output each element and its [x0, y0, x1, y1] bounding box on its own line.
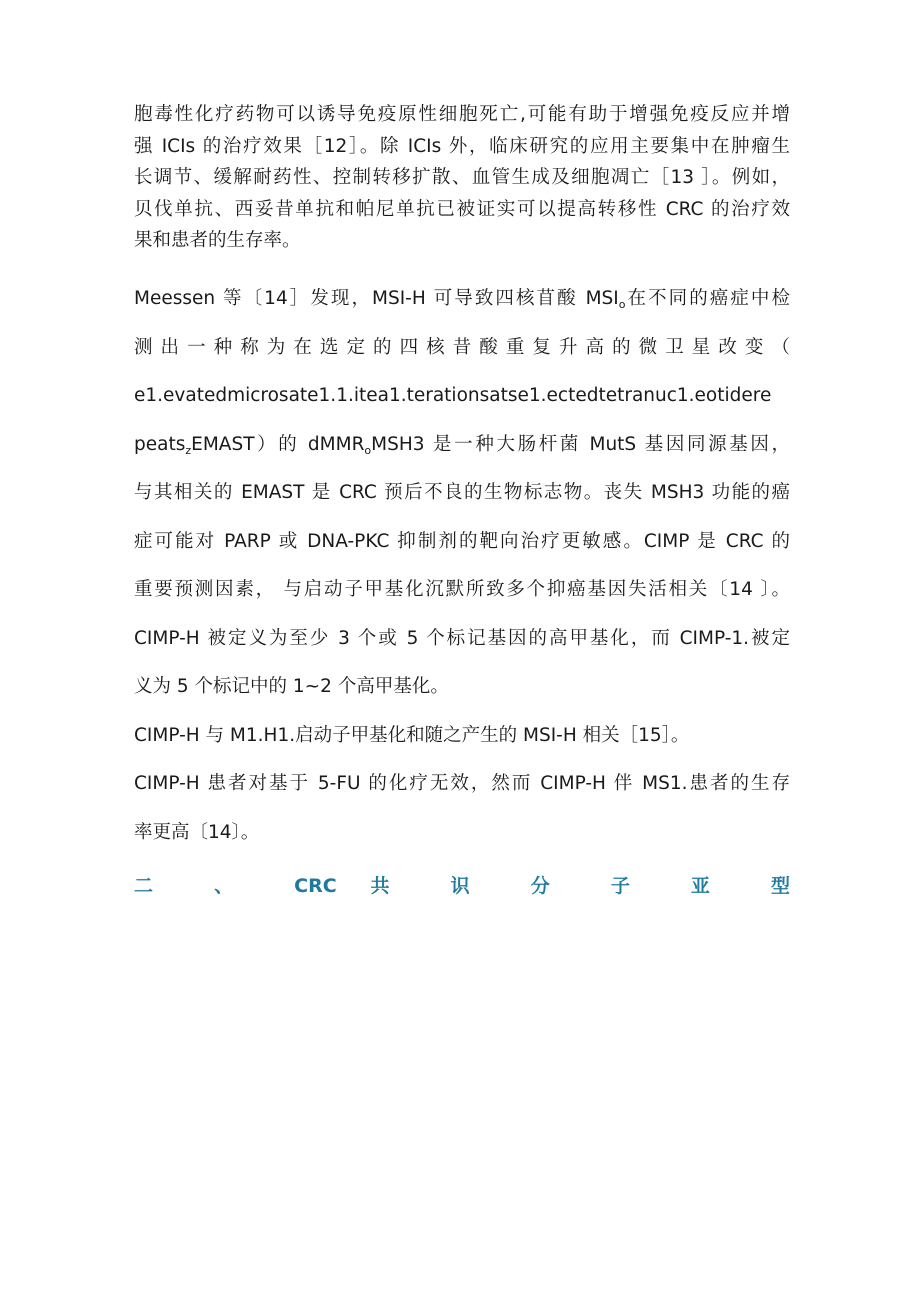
subscript-run: o: [364, 443, 372, 457]
text-line: 贝伐单抗、西妥昔单抗和帕尼单抗已被证实可以提高转移性 CRC 的治疗效: [134, 198, 790, 220]
paragraph-chemotherapy-immunity: [134, 99, 790, 257]
text-line: 强 ICIs 的治疗效果［12］。除 ICIs 外，临床研究的应用主要集中在肿瘤生: [134, 135, 790, 157]
paragraph-msi-cimp: [134, 275, 790, 857]
text-run: Meessen 等〔14］发现，MSI-H 可导致四核苜酸 MSI: [134, 288, 619, 309]
subscript-run: z: [185, 443, 192, 457]
text-line: 率更高〔14〕。: [134, 821, 260, 843]
text-run: peats: [134, 433, 186, 455]
text-line: [134, 421, 790, 470]
text-line: 症可能对 PARP 或 DNA-PKC 抑制剂的靶向治疗更敏感。CIMP 是 CRC 的: [134, 530, 790, 552]
text-line: 胞毒性化疗药物可以诱导免疫原性细胞死亡,可能有助于增强免疫反应并增: [134, 104, 790, 125]
text-line: 与其相关的 EMAST 是 CRC 预后不良的生物标志物。丧失 MSH3 功能的癌: [134, 482, 790, 503]
text-line: 重要预测因素， 与启动子甲基化沉默所致多个抑癌基因失活相关〔14 〕。: [134, 579, 790, 600]
subscript-run: o: [618, 298, 626, 311]
text-line: CIMP-H 被定义为至少 3 个或 5 个标记基因的高甲基化，而 CIMP-1.被定: [134, 627, 790, 649]
text-run: 在不同的癌症中检: [625, 288, 790, 309]
text-line: 测 出 一 种 称 为 在 选 定 的 四 核 昔 酸 重 复 升 高 的 微 卫 星 改 变 （: [134, 336, 790, 358]
text-line: CIMP-H 患者对基于 5-FU 的化疗无效，然而 CIMP-H 伴 MS1.患者的生存: [134, 773, 790, 794]
text-line: 义为 5 个标记中的 1~2 个高甲基化。: [134, 676, 449, 697]
section-heading: 二 、 CRC 共 识 分 子 亚 型: [134, 875, 790, 897]
text-line: [134, 275, 790, 324]
text-run: MSH3 是一种大肠杆菌 MutS 基因同源基因，: [371, 433, 790, 455]
text-run: EMAST）的 dMMR: [191, 433, 365, 455]
text-line: CIMP-H 与 M1.H1.启动子甲基化和随之产生的 MSI-H 相关［15］。: [134, 724, 690, 746]
text-line: e1.evatedmicrosate1.1.itea1.terationsatse1.ectedtetranuc1.eotidere: [134, 385, 772, 406]
text-line: 长调节、缓解耐药性、控制转移扩散、血管生成及细胞凋亡［13 ］。例如，: [134, 167, 790, 188]
text-line: 果和患者的生存率。: [134, 230, 301, 251]
